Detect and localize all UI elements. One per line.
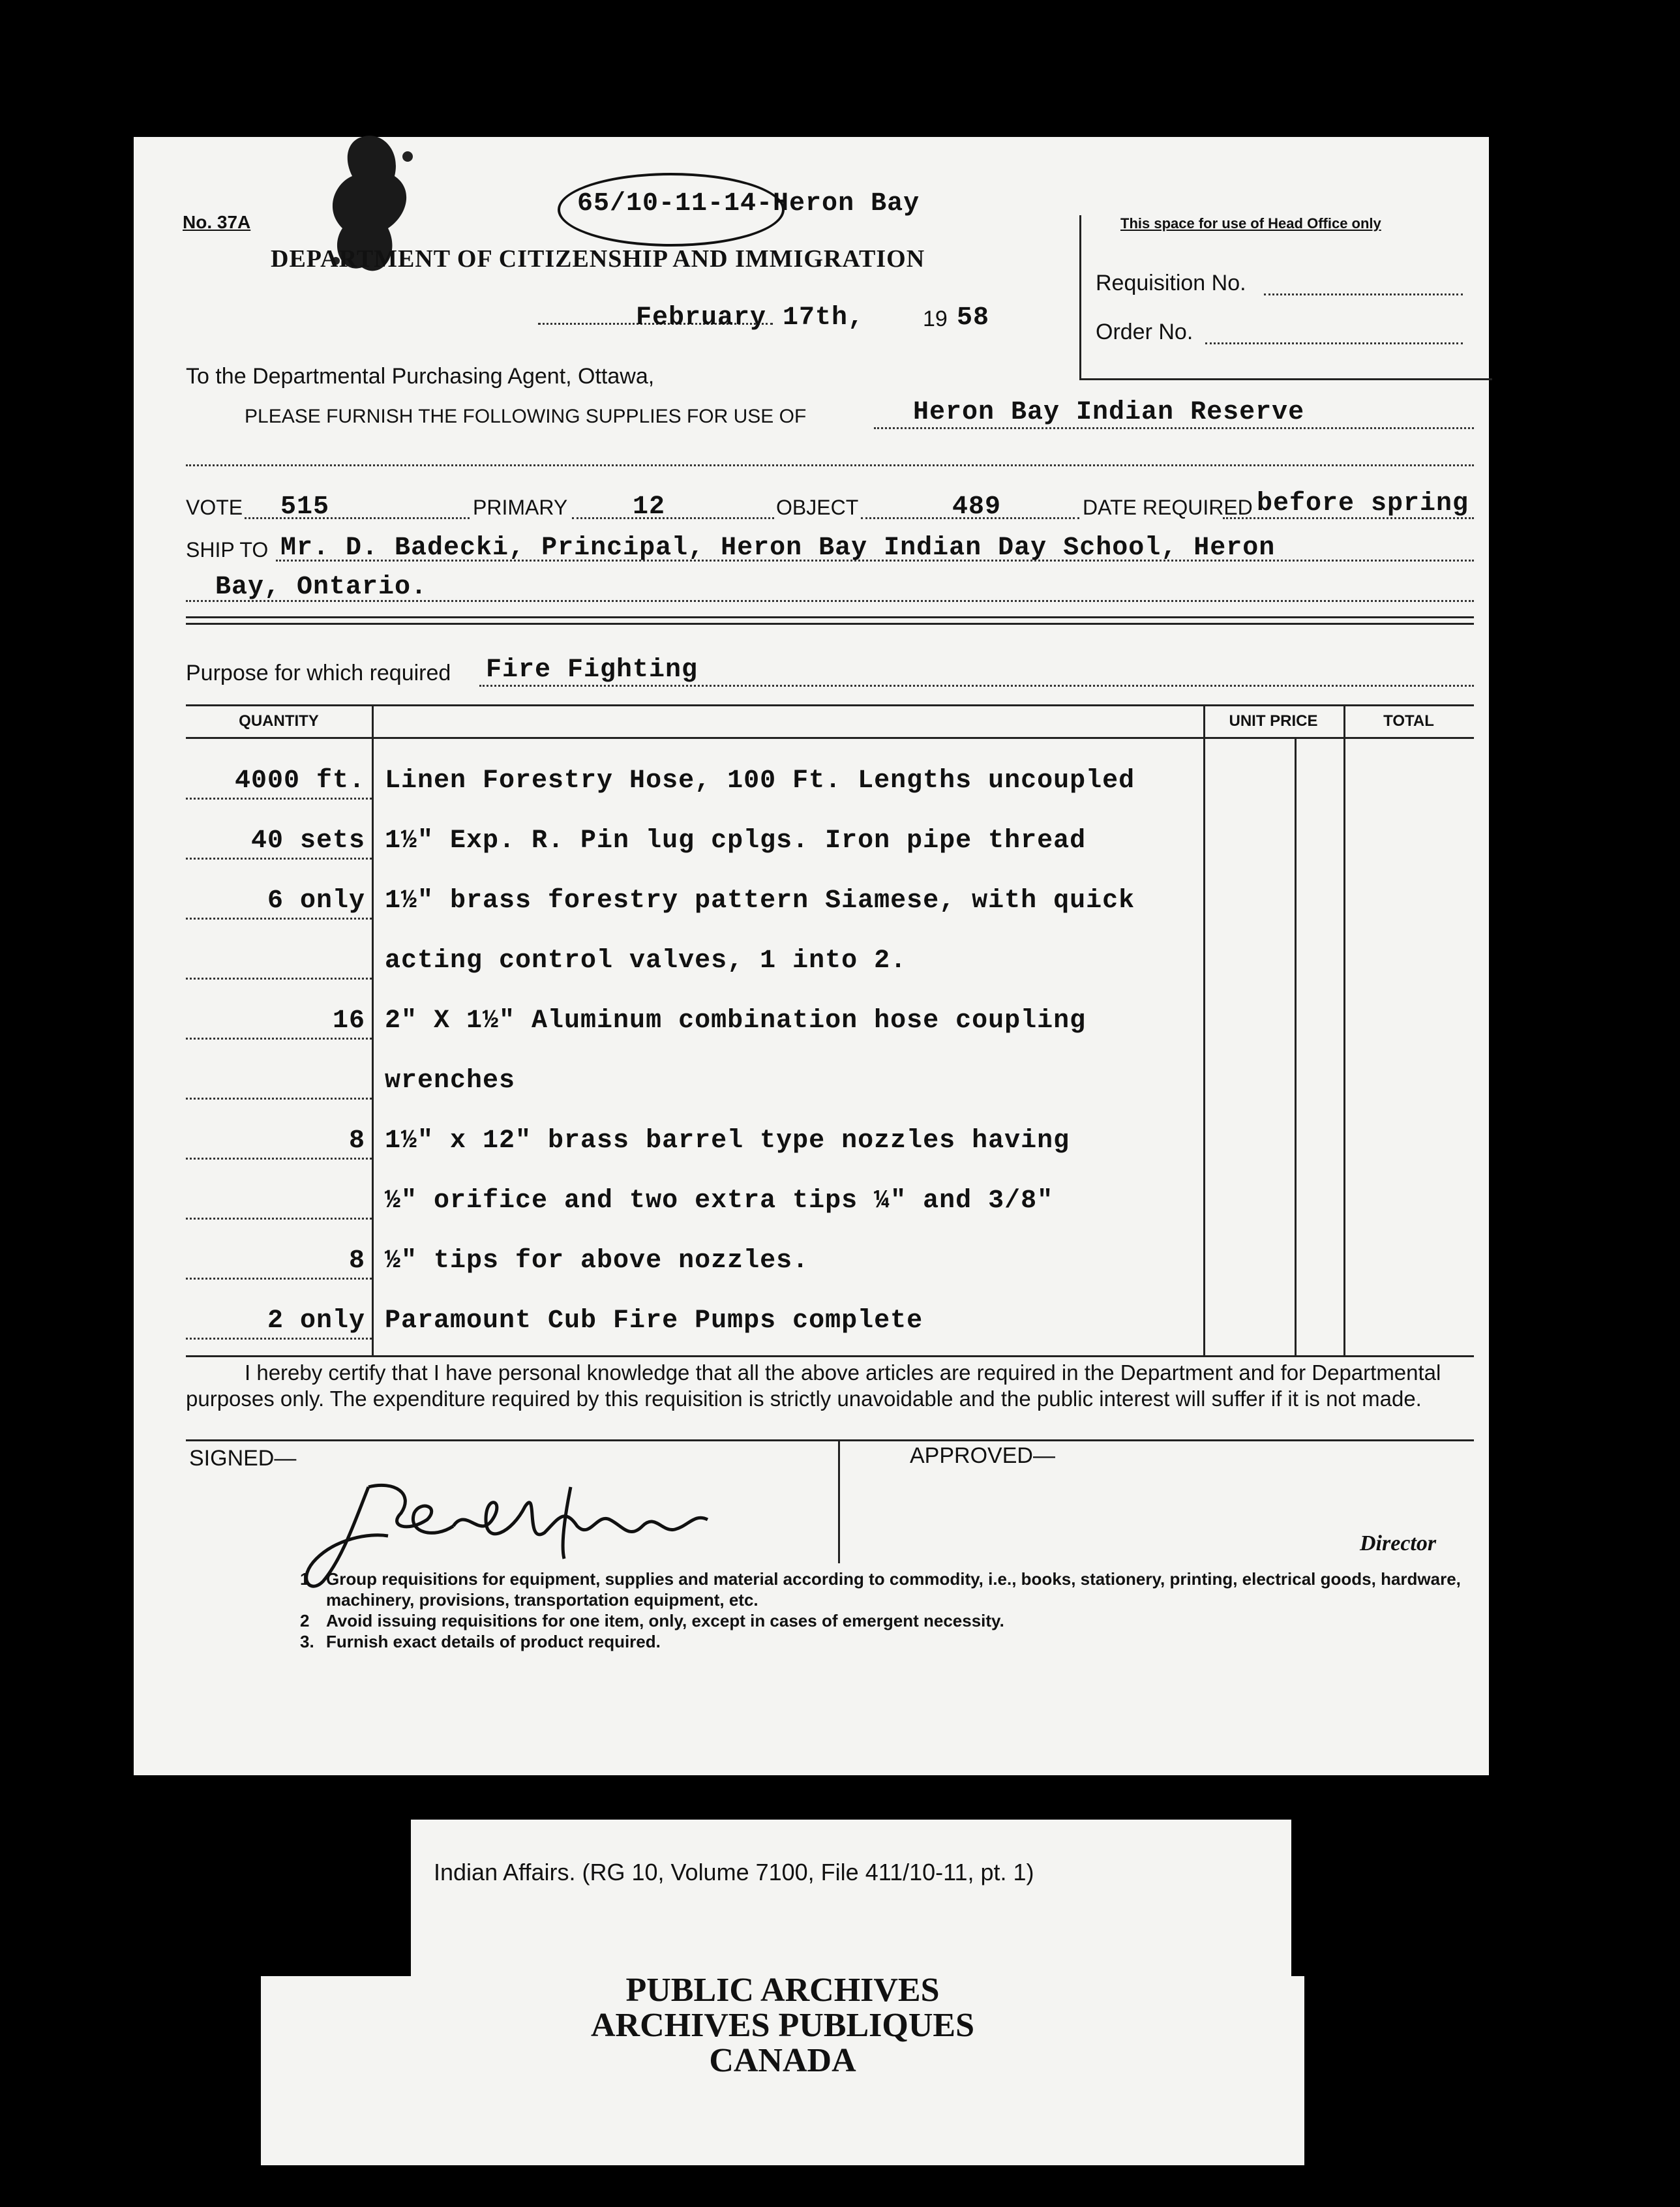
ship-to-value-2: Bay, Ontario. (215, 573, 428, 602)
table-row (186, 1233, 1203, 1285)
object-label: OBJECT (776, 496, 859, 519)
department-title: DEPARTMENT OF CITIZENSHIP AND IMMIGRATION (271, 245, 925, 273)
col-quantity: QUANTITY (239, 712, 319, 730)
primary-value: 12 (633, 492, 666, 522)
table-row (186, 933, 1203, 985)
archive-stamp-card (261, 1972, 1304, 2165)
archive-reference-card (411, 1820, 1291, 1976)
col-unit-price: UNIT PRICE (1229, 712, 1318, 730)
purpose-label: Purpose for which required (186, 661, 451, 685)
table-row (186, 873, 1203, 925)
ship-to-value-1: Mr. D. Badecki, Principal, Heron Bay Indian Day School, Heron (280, 533, 1276, 563)
col-divider-cents (1295, 739, 1297, 1357)
qty-line (186, 978, 372, 980)
archive-stamp (261, 1973, 1304, 2079)
qty-line (186, 1338, 372, 1340)
item-qty: 6 only (267, 886, 365, 916)
note-number: 1 (300, 1569, 310, 1589)
note-number: 2 (300, 1611, 310, 1630)
vote-value: 515 (280, 492, 330, 522)
table-row (186, 813, 1203, 865)
col-divider-desc (1203, 704, 1205, 1357)
year-prefix: 19 (923, 307, 948, 331)
requisition-line (1264, 293, 1463, 295)
note-item (300, 1610, 1474, 1631)
qty-line (186, 1098, 372, 1100)
item-desc: Linen Forestry Hose, 100 Ft. Lengths uncoupled (385, 766, 1135, 796)
object-value: 489 (952, 492, 1002, 522)
qty-line (186, 1038, 372, 1040)
double-rule-top (186, 616, 1474, 618)
file-reference: 65/10-11-14-Heron Bay (577, 189, 920, 218)
order-line (1205, 342, 1463, 344)
item-desc: wrenches (385, 1066, 516, 1096)
qty-line (186, 858, 372, 860)
table-row (186, 1173, 1203, 1225)
table-row (186, 1113, 1203, 1165)
primary-label: PRIMARY (473, 496, 568, 519)
head-office-box (1079, 215, 1492, 380)
item-qty: 4000 ft. (234, 766, 365, 796)
col-total: TOTAL (1383, 712, 1434, 730)
item-qty: 8 (348, 1246, 365, 1276)
items-table (186, 704, 1474, 1357)
note-text: Group requisitions for equipment, supplies and material according to commodity, i.e., books, stationery, printing, electrical goods, hardware, machinery, provisions, transportation equipment, etc. (326, 1569, 1461, 1610)
qty-line (186, 1218, 372, 1220)
double-rule-bottom (186, 623, 1474, 625)
item-desc: 1½" Exp. R. Pin lug cplgs. Iron pipe thread (385, 826, 1087, 856)
archive-line-3: CANADA (709, 2042, 856, 2079)
table-top-rule (186, 704, 1474, 706)
requisition-label: Requisition No. (1096, 271, 1246, 295)
col-divider-total (1343, 704, 1345, 1357)
furnish-line (874, 427, 1474, 429)
purpose-value: Fire Fighting (486, 655, 698, 685)
primary-line (572, 517, 774, 519)
table-row (186, 993, 1203, 1045)
note-item (300, 1569, 1474, 1610)
archive-reference: Indian Affairs. (RG 10, Volume 7100, File 411/10-11, pt. 1) (434, 1859, 1034, 1885)
director-label: Director (1360, 1531, 1437, 1555)
approved-label: APPROVED— (910, 1443, 1055, 1468)
qty-line (186, 1158, 372, 1160)
requisition-form (134, 137, 1489, 1775)
table-bottom-rule (186, 1355, 1474, 1357)
ship-to-label: SHIP TO (186, 538, 269, 562)
item-desc: Paramount Cub Fire Pumps complete (385, 1306, 923, 1336)
qty-line (186, 1278, 372, 1280)
table-row (186, 753, 1203, 805)
vote-line (245, 517, 470, 519)
head-office-note: This space for use of Head Office only (1120, 215, 1381, 232)
qty-line (186, 918, 372, 920)
note-text: Furnish exact details of product required. (326, 1632, 661, 1651)
table-header-rule (186, 737, 1474, 739)
date-required-label: DATE REQUIRED (1083, 496, 1253, 519)
item-desc: 1½" x 12" brass barrel type nozzles having (385, 1126, 1070, 1156)
note-item (300, 1631, 1474, 1652)
purpose-line (479, 685, 1474, 687)
qty-line (186, 798, 372, 800)
form-number: No. 37A (183, 212, 251, 232)
item-qty: 2 only (267, 1306, 365, 1336)
furnish-value: Heron Bay Indian Reserve (913, 398, 1305, 427)
item-qty: 8 (348, 1126, 365, 1156)
table-row (186, 1053, 1203, 1105)
date-required-value: before spring (1257, 489, 1469, 518)
table-row (186, 1293, 1203, 1345)
item-desc: 1½" brass forestry pattern Siamese, with quick (385, 886, 1135, 916)
vote-label: VOTE (186, 496, 243, 519)
item-qty: 40 sets (250, 826, 365, 856)
notes-list (300, 1569, 1474, 1652)
furnish-label: PLEASE FURNISH THE FOLLOWING SUPPLIES FOR USE OF (245, 406, 807, 427)
item-desc: ½" tips for above nozzles. (385, 1246, 809, 1276)
signature-divider (838, 1439, 840, 1563)
note-number: 3. (300, 1632, 314, 1651)
note-text: Avoid issuing requisitions for one item, only, except in cases of emergent necessity. (326, 1611, 1004, 1630)
to-line: To the Departmental Purchasing Agent, Ottawa, (186, 364, 655, 389)
year-suffix: 58 (957, 303, 990, 333)
item-desc: ½" orifice and two extra tips ¼" and 3/8" (385, 1186, 1054, 1216)
certification-text: I hereby certify that I have personal knowledge that all the above articles are required in the Department and for Departmental purposes only. The expenditure required by this requisition is strictly unavoidable and the public interest will suffer if it is not made. (186, 1360, 1441, 1411)
order-label: Order No. (1096, 320, 1193, 344)
date-value: February 17th, (636, 303, 865, 333)
blank-dotted-line (186, 464, 1474, 466)
archive-line-1: PUBLIC ARCHIVES (625, 1972, 940, 2009)
item-qty: 16 (332, 1006, 365, 1036)
archive-line-2: ARCHIVES PUBLIQUES (590, 2007, 975, 2044)
item-desc: acting control valves, 1 into 2. (385, 946, 907, 976)
signed-label: SIGNED— (189, 1446, 297, 1471)
signature-rule (186, 1439, 1474, 1441)
item-desc: 2" X 1½" Aluminum combination hose coupling (385, 1006, 1087, 1036)
